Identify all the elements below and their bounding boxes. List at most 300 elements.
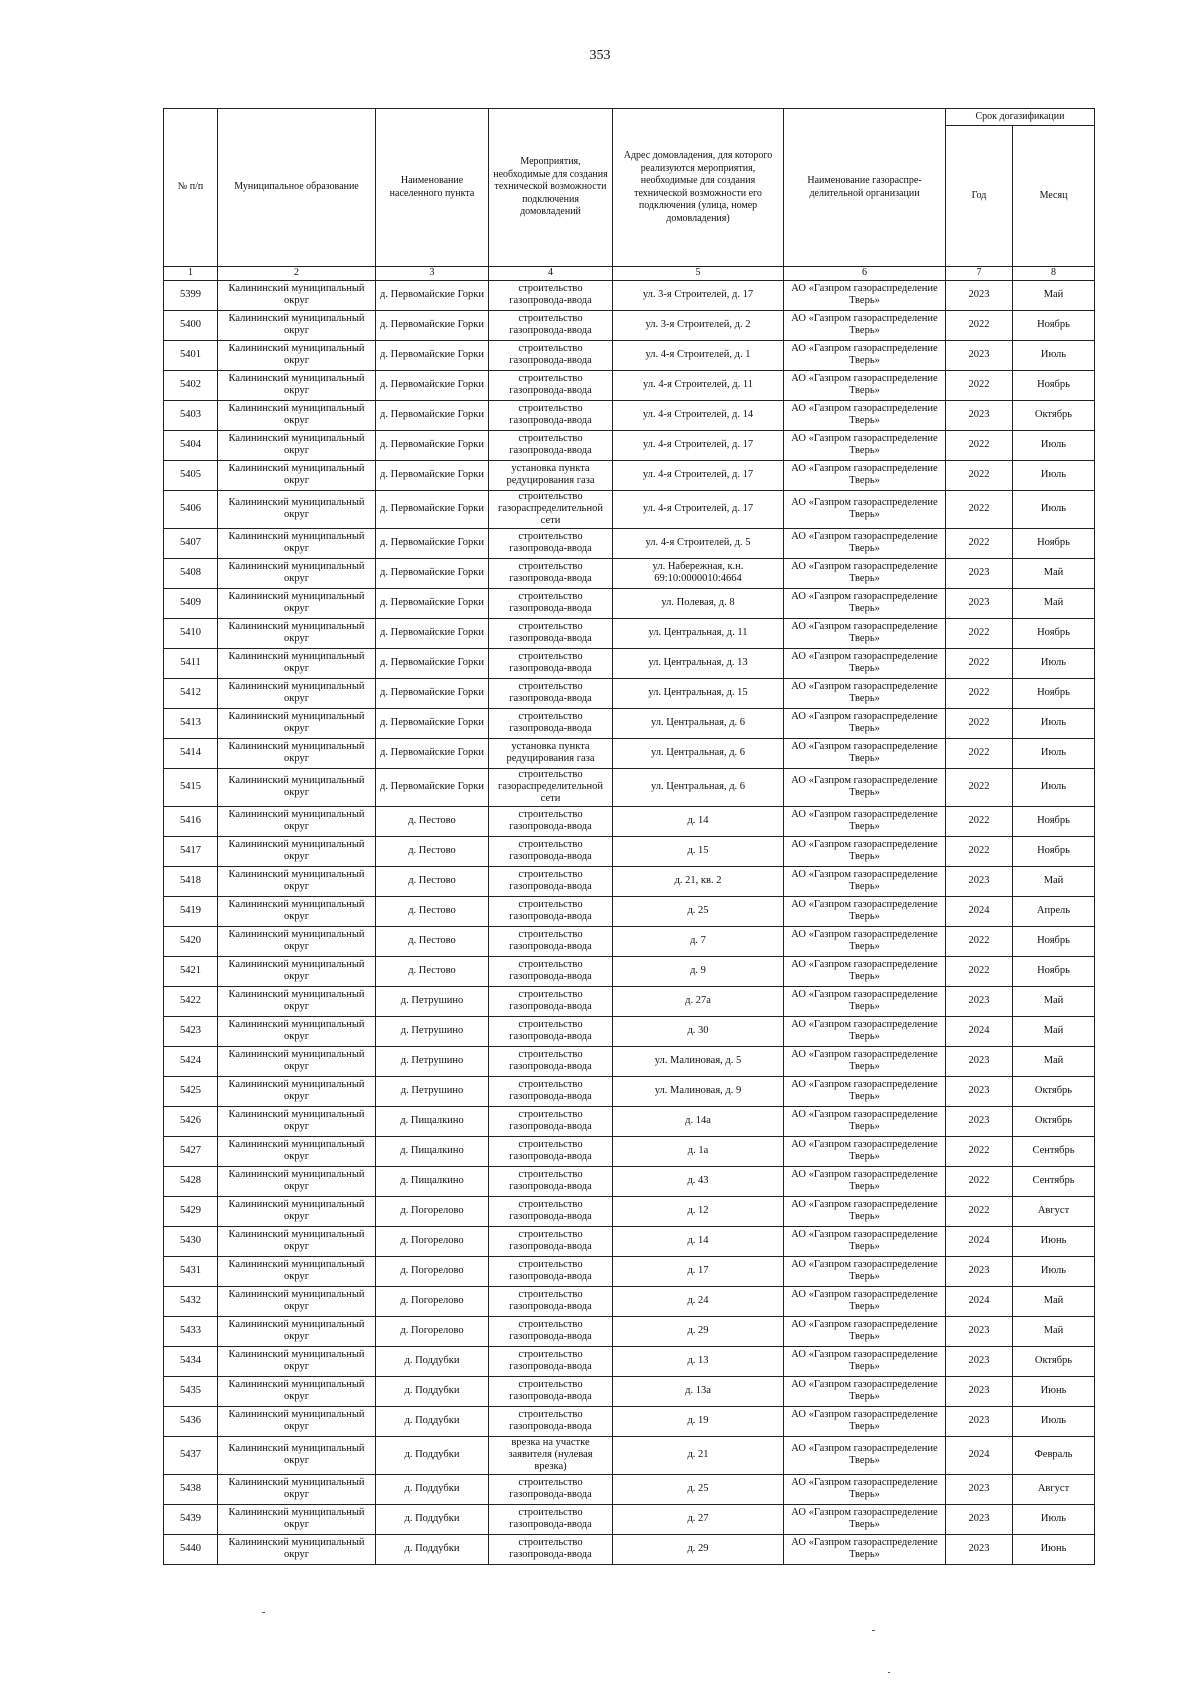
cell-municipality: Калининский муниципальный округ: [218, 1046, 376, 1076]
cell-organization: АО «Газпром газораспределение Тверь»: [784, 588, 946, 618]
cell-activity: строительство газопровода-ввода: [489, 1106, 613, 1136]
cell-address: д. 19: [613, 1406, 784, 1436]
scan-mark: [872, 1630, 875, 1631]
table-row: [164, 1504, 1095, 1534]
cell-number: 5402: [164, 370, 218, 400]
table-row: [164, 1406, 1095, 1436]
cell-activity: строительство газопровода-ввода: [489, 1196, 613, 1226]
cell-month: Ноябрь: [1013, 370, 1095, 400]
table-row: [164, 1166, 1095, 1196]
cell-address: ул. Центральная, д. 11: [613, 618, 784, 648]
table-row: [164, 340, 1095, 370]
cell-address: д. 14: [613, 1226, 784, 1256]
cell-month: Май: [1013, 588, 1095, 618]
cell-municipality: Калининский муниципальный округ: [218, 708, 376, 738]
cell-address: д. 29: [613, 1534, 784, 1564]
cell-municipality: Калининский муниципальный округ: [218, 986, 376, 1016]
cell-locality: д. Пестово: [376, 836, 489, 866]
cell-municipality: Калининский муниципальный округ: [218, 1226, 376, 1256]
cell-municipality: Калининский муниципальный округ: [218, 558, 376, 588]
cell-number: 5422: [164, 986, 218, 1016]
cell-number: 5418: [164, 866, 218, 896]
cell-municipality: Калининский муниципальный округ: [218, 1436, 376, 1474]
cell-locality: д. Погорелово: [376, 1316, 489, 1346]
cell-year: 2022: [946, 1136, 1013, 1166]
cell-organization: АО «Газпром газораспределение Тверь»: [784, 926, 946, 956]
cell-number: 5399: [164, 280, 218, 310]
cell-year: 2023: [946, 400, 1013, 430]
table-row: [164, 400, 1095, 430]
cell-year: 2022: [946, 768, 1013, 806]
cell-activity: строительство газопровода-ввода: [489, 430, 613, 460]
cell-year: 2022: [946, 310, 1013, 340]
cell-municipality: Калининский муниципальный округ: [218, 1376, 376, 1406]
cell-month: Май: [1013, 280, 1095, 310]
cell-activity: строительство газопровода-ввода: [489, 1046, 613, 1076]
cell-address: д. 17: [613, 1256, 784, 1286]
table-row: [164, 1474, 1095, 1504]
table-row: [164, 280, 1095, 310]
cell-municipality: Калининский муниципальный округ: [218, 1076, 376, 1106]
cell-address: ул. 4-я Строителей, д. 14: [613, 400, 784, 430]
cell-locality: д. Петрушино: [376, 1016, 489, 1046]
cell-locality: д. Петрушино: [376, 986, 489, 1016]
cell-month: Июль: [1013, 340, 1095, 370]
cell-activity: строительство газопровода-ввода: [489, 1166, 613, 1196]
cell-month: Июль: [1013, 768, 1095, 806]
cell-address: ул. Центральная, д. 6: [613, 708, 784, 738]
cell-locality: д. Первомайские Горки: [376, 490, 489, 528]
header-col-number: 6: [784, 267, 946, 281]
table-body: [164, 280, 1095, 1564]
table-row: [164, 1376, 1095, 1406]
table-row: [164, 1436, 1095, 1474]
cell-number: 5438: [164, 1474, 218, 1504]
cell-address: д. 9: [613, 956, 784, 986]
cell-month: Февраль: [1013, 1436, 1095, 1474]
cell-address: д. 24: [613, 1286, 784, 1316]
header-organization: Наименование газораспре-делительной организации: [784, 109, 946, 267]
cell-number: 5424: [164, 1046, 218, 1076]
cell-month: Август: [1013, 1196, 1095, 1226]
cell-year: 2023: [946, 1076, 1013, 1106]
cell-municipality: Калининский муниципальный округ: [218, 310, 376, 340]
cell-address: д. 1а: [613, 1136, 784, 1166]
cell-year: 2022: [946, 490, 1013, 528]
cell-organization: АО «Газпром газораспределение Тверь»: [784, 836, 946, 866]
table-row: [164, 310, 1095, 340]
cell-number: 5419: [164, 896, 218, 926]
cell-municipality: Калининский муниципальный округ: [218, 836, 376, 866]
cell-municipality: Калининский муниципальный округ: [218, 1016, 376, 1046]
cell-month: Ноябрь: [1013, 618, 1095, 648]
table-row: [164, 986, 1095, 1016]
cell-number: 5415: [164, 768, 218, 806]
cell-locality: д. Пестово: [376, 866, 489, 896]
cell-address: д. 12: [613, 1196, 784, 1226]
cell-month: Июль: [1013, 490, 1095, 528]
cell-activity: строительство газопровода-ввода: [489, 1474, 613, 1504]
scan-mark: [888, 1672, 890, 1673]
table-row: [164, 370, 1095, 400]
table-row: [164, 836, 1095, 866]
cell-municipality: Калининский муниципальный округ: [218, 1256, 376, 1286]
table-row: [164, 648, 1095, 678]
cell-activity: строительство газопровода-ввода: [489, 1504, 613, 1534]
cell-address: д. 29: [613, 1316, 784, 1346]
table-row: [164, 768, 1095, 806]
cell-activity: строительство газопровода-ввода: [489, 340, 613, 370]
cell-number: 5431: [164, 1256, 218, 1286]
cell-municipality: Калининский муниципальный округ: [218, 1406, 376, 1436]
cell-month: Ноябрь: [1013, 836, 1095, 866]
cell-address: ул. Малиновая, д. 9: [613, 1076, 784, 1106]
header-col-number: 7: [946, 267, 1013, 281]
cell-activity: строительство газопровода-ввода: [489, 956, 613, 986]
table-row: [164, 618, 1095, 648]
table-row: [164, 1046, 1095, 1076]
cell-month: Ноябрь: [1013, 678, 1095, 708]
cell-month: Май: [1013, 558, 1095, 588]
cell-organization: АО «Газпром газораспределение Тверь»: [784, 370, 946, 400]
header-locality: Наименование населенного пункта: [376, 109, 489, 267]
cell-address: д. 25: [613, 896, 784, 926]
cell-number: 5429: [164, 1196, 218, 1226]
cell-municipality: Калининский муниципальный округ: [218, 926, 376, 956]
cell-activity: строительство газопровода-ввода: [489, 708, 613, 738]
cell-month: Июнь: [1013, 1376, 1095, 1406]
cell-organization: АО «Газпром газораспределение Тверь»: [784, 1474, 946, 1504]
cell-locality: д. Первомайские Горки: [376, 678, 489, 708]
cell-organization: АО «Газпром газораспределение Тверь»: [784, 280, 946, 310]
table-row: [164, 956, 1095, 986]
table-row: [164, 1106, 1095, 1136]
cell-activity: строительство газопровода-ввода: [489, 1136, 613, 1166]
cell-activity: строительство газопровода-ввода: [489, 986, 613, 1016]
table-row: [164, 1136, 1095, 1166]
cell-number: 5428: [164, 1166, 218, 1196]
cell-year: 2024: [946, 1286, 1013, 1316]
cell-locality: д. Поддубки: [376, 1406, 489, 1436]
cell-municipality: Калининский муниципальный округ: [218, 648, 376, 678]
cell-activity: строительство газопровода-ввода: [489, 310, 613, 340]
cell-locality: д. Пищалкино: [376, 1166, 489, 1196]
cell-address: ул. 3-я Строителей, д. 17: [613, 280, 784, 310]
cell-locality: д. Поддубки: [376, 1376, 489, 1406]
table-row: [164, 1196, 1095, 1226]
table-row: [164, 1346, 1095, 1376]
cell-address: д. 27а: [613, 986, 784, 1016]
cell-address: ул. Набережная, к.н. 69:10:0000010:4664: [613, 558, 784, 588]
cell-year: 2022: [946, 618, 1013, 648]
cell-locality: д. Пестово: [376, 926, 489, 956]
cell-activity: строительство газопровода-ввода: [489, 1286, 613, 1316]
cell-locality: д. Поддубки: [376, 1504, 489, 1534]
table-row: [164, 866, 1095, 896]
cell-locality: д. Погорелово: [376, 1286, 489, 1316]
cell-locality: д. Первомайские Горки: [376, 340, 489, 370]
cell-locality: д. Петрушино: [376, 1076, 489, 1106]
cell-address: д. 27: [613, 1504, 784, 1534]
cell-organization: АО «Газпром газораспределение Тверь»: [784, 866, 946, 896]
cell-year: 2023: [946, 1406, 1013, 1436]
table-row: [164, 1534, 1095, 1564]
cell-municipality: Калининский муниципальный округ: [218, 1286, 376, 1316]
cell-address: ул. 4-я Строителей, д. 17: [613, 490, 784, 528]
cell-activity: строительство газораспределительной сети: [489, 490, 613, 528]
cell-municipality: Калининский муниципальный округ: [218, 400, 376, 430]
cell-address: ул. Малиновая, д. 5: [613, 1046, 784, 1076]
cell-month: Июль: [1013, 738, 1095, 768]
cell-locality: д. Погорелово: [376, 1256, 489, 1286]
cell-organization: АО «Газпром газораспределение Тверь»: [784, 1016, 946, 1046]
cell-organization: АО «Газпром газораспределение Тверь»: [784, 956, 946, 986]
cell-municipality: Калининский муниципальный округ: [218, 1136, 376, 1166]
cell-number: 5439: [164, 1504, 218, 1534]
cell-organization: АО «Газпром газораспределение Тверь»: [784, 1346, 946, 1376]
cell-municipality: Калининский муниципальный округ: [218, 1534, 376, 1564]
cell-locality: д. Поддубки: [376, 1534, 489, 1564]
header-col-number: 1: [164, 267, 218, 281]
cell-number: 5420: [164, 926, 218, 956]
page-number: 353: [589, 48, 611, 63]
cell-year: 2022: [946, 806, 1013, 836]
cell-month: Октябрь: [1013, 400, 1095, 430]
cell-month: Октябрь: [1013, 1106, 1095, 1136]
cell-address: ул. Центральная, д. 6: [613, 738, 784, 768]
cell-activity: строительство газопровода-ввода: [489, 648, 613, 678]
cell-year: 2024: [946, 1436, 1013, 1474]
cell-address: ул. Центральная, д. 15: [613, 678, 784, 708]
cell-organization: АО «Газпром газораспределение Тверь»: [784, 490, 946, 528]
table-row: [164, 1076, 1095, 1106]
cell-locality: д. Первомайские Горки: [376, 768, 489, 806]
cell-number: 5433: [164, 1316, 218, 1346]
cell-number: 5406: [164, 490, 218, 528]
cell-municipality: Калининский муниципальный округ: [218, 618, 376, 648]
cell-organization: АО «Газпром газораспределение Тверь»: [784, 708, 946, 738]
cell-organization: АО «Газпром газораспределение Тверь»: [784, 1534, 946, 1564]
cell-year: 2023: [946, 1346, 1013, 1376]
cell-year: 2022: [946, 926, 1013, 956]
cell-number: 5435: [164, 1376, 218, 1406]
cell-year: 2022: [946, 370, 1013, 400]
cell-activity: строительство газопровода-ввода: [489, 1226, 613, 1256]
cell-municipality: Калининский муниципальный округ: [218, 1106, 376, 1136]
cell-locality: д. Первомайские Горки: [376, 738, 489, 768]
cell-month: Октябрь: [1013, 1346, 1095, 1376]
cell-year: 2024: [946, 896, 1013, 926]
cell-activity: строительство газопровода-ввода: [489, 836, 613, 866]
cell-activity: строительство газопровода-ввода: [489, 1016, 613, 1046]
cell-number: 5410: [164, 618, 218, 648]
cell-activity: строительство газопровода-ввода: [489, 280, 613, 310]
cell-locality: д. Петрушино: [376, 1046, 489, 1076]
cell-address: ул. 4-я Строителей, д. 17: [613, 430, 784, 460]
cell-address: ул. Полевая, д. 8: [613, 588, 784, 618]
table-row: [164, 806, 1095, 836]
cell-month: Июль: [1013, 648, 1095, 678]
cell-address: д. 21, кв. 2: [613, 866, 784, 896]
cell-organization: АО «Газпром газораспределение Тверь»: [784, 738, 946, 768]
cell-number: 5421: [164, 956, 218, 986]
cell-month: Ноябрь: [1013, 310, 1095, 340]
cell-locality: д. Пищалкино: [376, 1106, 489, 1136]
cell-municipality: Калининский муниципальный округ: [218, 866, 376, 896]
cell-number: 5407: [164, 528, 218, 558]
cell-number: 5409: [164, 588, 218, 618]
cell-activity: установка пункта редуцирования газа: [489, 460, 613, 490]
header-gasification-period: Срок догазификации: [946, 109, 1095, 126]
cell-municipality: Калининский муниципальный округ: [218, 738, 376, 768]
cell-number: 5440: [164, 1534, 218, 1564]
cell-number: 5427: [164, 1136, 218, 1166]
cell-locality: д. Первомайские Горки: [376, 648, 489, 678]
cell-locality: д. Пищалкино: [376, 1136, 489, 1166]
cell-municipality: Калининский муниципальный округ: [218, 1316, 376, 1346]
cell-organization: АО «Газпром газораспределение Тверь»: [784, 678, 946, 708]
cell-locality: д. Погорелово: [376, 1196, 489, 1226]
cell-locality: д. Первомайские Горки: [376, 280, 489, 310]
cell-activity: строительство газопровода-ввода: [489, 618, 613, 648]
cell-activity: строительство газораспределительной сети: [489, 768, 613, 806]
cell-organization: АО «Газпром газораспределение Тверь»: [784, 400, 946, 430]
cell-year: 2022: [946, 460, 1013, 490]
cell-organization: АО «Газпром газораспределение Тверь»: [784, 1256, 946, 1286]
scan-mark: [262, 1612, 265, 1613]
header-col-number: 8: [1013, 267, 1095, 281]
cell-locality: д. Первомайские Горки: [376, 310, 489, 340]
cell-year: 2022: [946, 678, 1013, 708]
table-row: [164, 926, 1095, 956]
cell-year: 2023: [946, 986, 1013, 1016]
cell-month: Октябрь: [1013, 1076, 1095, 1106]
cell-year: 2022: [946, 430, 1013, 460]
header-year: Год: [946, 126, 1013, 267]
cell-organization: АО «Газпром газораспределение Тверь»: [784, 1136, 946, 1166]
cell-address: ул. 4-я Строителей, д. 11: [613, 370, 784, 400]
cell-organization: АО «Газпром газораспределение Тверь»: [784, 1076, 946, 1106]
cell-year: 2022: [946, 738, 1013, 768]
cell-locality: д. Первомайские Горки: [376, 708, 489, 738]
cell-address: д. 13: [613, 1346, 784, 1376]
cell-number: 5426: [164, 1106, 218, 1136]
cell-month: Май: [1013, 1316, 1095, 1346]
table-row: [164, 1256, 1095, 1286]
cell-municipality: Калининский муниципальный округ: [218, 1346, 376, 1376]
table-row: [164, 708, 1095, 738]
cell-locality: д. Первомайские Горки: [376, 618, 489, 648]
cell-month: Июль: [1013, 1256, 1095, 1286]
cell-address: д. 30: [613, 1016, 784, 1046]
cell-year: 2023: [946, 588, 1013, 618]
cell-month: Июль: [1013, 430, 1095, 460]
cell-activity: строительство газопровода-ввода: [489, 1076, 613, 1106]
cell-municipality: Калининский муниципальный округ: [218, 490, 376, 528]
cell-activity: установка пункта редуцирования газа: [489, 738, 613, 768]
cell-municipality: Калининский муниципальный округ: [218, 370, 376, 400]
header-number: № п/п: [164, 109, 218, 267]
cell-year: 2023: [946, 1504, 1013, 1534]
cell-municipality: Калининский муниципальный округ: [218, 430, 376, 460]
cell-number: 5400: [164, 310, 218, 340]
header-activity: Мероприятия, необходимые для создания технической возможности подключения домовладений: [489, 109, 613, 267]
table-row: [164, 1016, 1095, 1046]
cell-activity: строительство газопровода-ввода: [489, 1256, 613, 1286]
cell-organization: АО «Газпром газораспределение Тверь»: [784, 430, 946, 460]
cell-organization: АО «Газпром газораспределение Тверь»: [784, 1046, 946, 1076]
table-row: [164, 738, 1095, 768]
cell-locality: д. Пестово: [376, 896, 489, 926]
cell-municipality: Калининский муниципальный округ: [218, 528, 376, 558]
cell-locality: д. Первомайские Горки: [376, 370, 489, 400]
cell-address: д. 14а: [613, 1106, 784, 1136]
cell-month: Сентябрь: [1013, 1166, 1095, 1196]
cell-year: 2023: [946, 1106, 1013, 1136]
cell-number: 5430: [164, 1226, 218, 1256]
cell-organization: АО «Газпром газораспределение Тверь»: [784, 806, 946, 836]
cell-organization: АО «Газпром газораспределение Тверь»: [784, 1504, 946, 1534]
cell-number: 5437: [164, 1436, 218, 1474]
table-row: [164, 896, 1095, 926]
header-address: Адрес домовладения, для которого реализуются мероприятия, необходимые для создания технической возможности его подключения (улица, номер домовладения): [613, 109, 784, 267]
cell-organization: АО «Газпром газораспределение Тверь»: [784, 528, 946, 558]
cell-year: 2023: [946, 1046, 1013, 1076]
cell-municipality: Калининский муниципальный округ: [218, 896, 376, 926]
cell-year: 2023: [946, 340, 1013, 370]
cell-month: Ноябрь: [1013, 528, 1095, 558]
cell-municipality: Калининский муниципальный округ: [218, 1504, 376, 1534]
table-row: [164, 678, 1095, 708]
cell-activity: врезка на участке заявителя (нулевая врезка): [489, 1436, 613, 1474]
cell-address: д. 21: [613, 1436, 784, 1474]
gasification-table: [163, 108, 1095, 1565]
cell-month: Июль: [1013, 1406, 1095, 1436]
cell-month: Июль: [1013, 460, 1095, 490]
cell-municipality: Калининский муниципальный округ: [218, 1196, 376, 1226]
cell-locality: д. Поддубки: [376, 1346, 489, 1376]
cell-month: Май: [1013, 1016, 1095, 1046]
cell-year: 2023: [946, 1474, 1013, 1504]
cell-year: 2023: [946, 280, 1013, 310]
cell-year: 2022: [946, 956, 1013, 986]
cell-activity: строительство газопровода-ввода: [489, 896, 613, 926]
cell-number: 5408: [164, 558, 218, 588]
cell-locality: д. Поддубки: [376, 1436, 489, 1474]
cell-number: 5425: [164, 1076, 218, 1106]
cell-address: ул. Центральная, д. 13: [613, 648, 784, 678]
cell-organization: АО «Газпром газораспределение Тверь»: [784, 1286, 946, 1316]
cell-address: ул. 4-я Строителей, д. 5: [613, 528, 784, 558]
header-municipality: Муниципальное образование: [218, 109, 376, 267]
cell-month: Май: [1013, 1046, 1095, 1076]
cell-year: 2022: [946, 708, 1013, 738]
cell-number: 5404: [164, 430, 218, 460]
cell-number: 5417: [164, 836, 218, 866]
cell-activity: строительство газопровода-ввода: [489, 528, 613, 558]
cell-year: 2022: [946, 1166, 1013, 1196]
cell-month: Июнь: [1013, 1226, 1095, 1256]
table-row: [164, 558, 1095, 588]
cell-organization: АО «Газпром газораспределение Тверь»: [784, 1376, 946, 1406]
cell-month: Май: [1013, 866, 1095, 896]
header-month: Месяц: [1013, 126, 1095, 267]
cell-month: Май: [1013, 1286, 1095, 1316]
cell-organization: АО «Газпром газораспределение Тверь»: [784, 1106, 946, 1136]
cell-number: 5432: [164, 1286, 218, 1316]
cell-activity: строительство газопровода-ввода: [489, 558, 613, 588]
cell-year: 2024: [946, 1016, 1013, 1046]
